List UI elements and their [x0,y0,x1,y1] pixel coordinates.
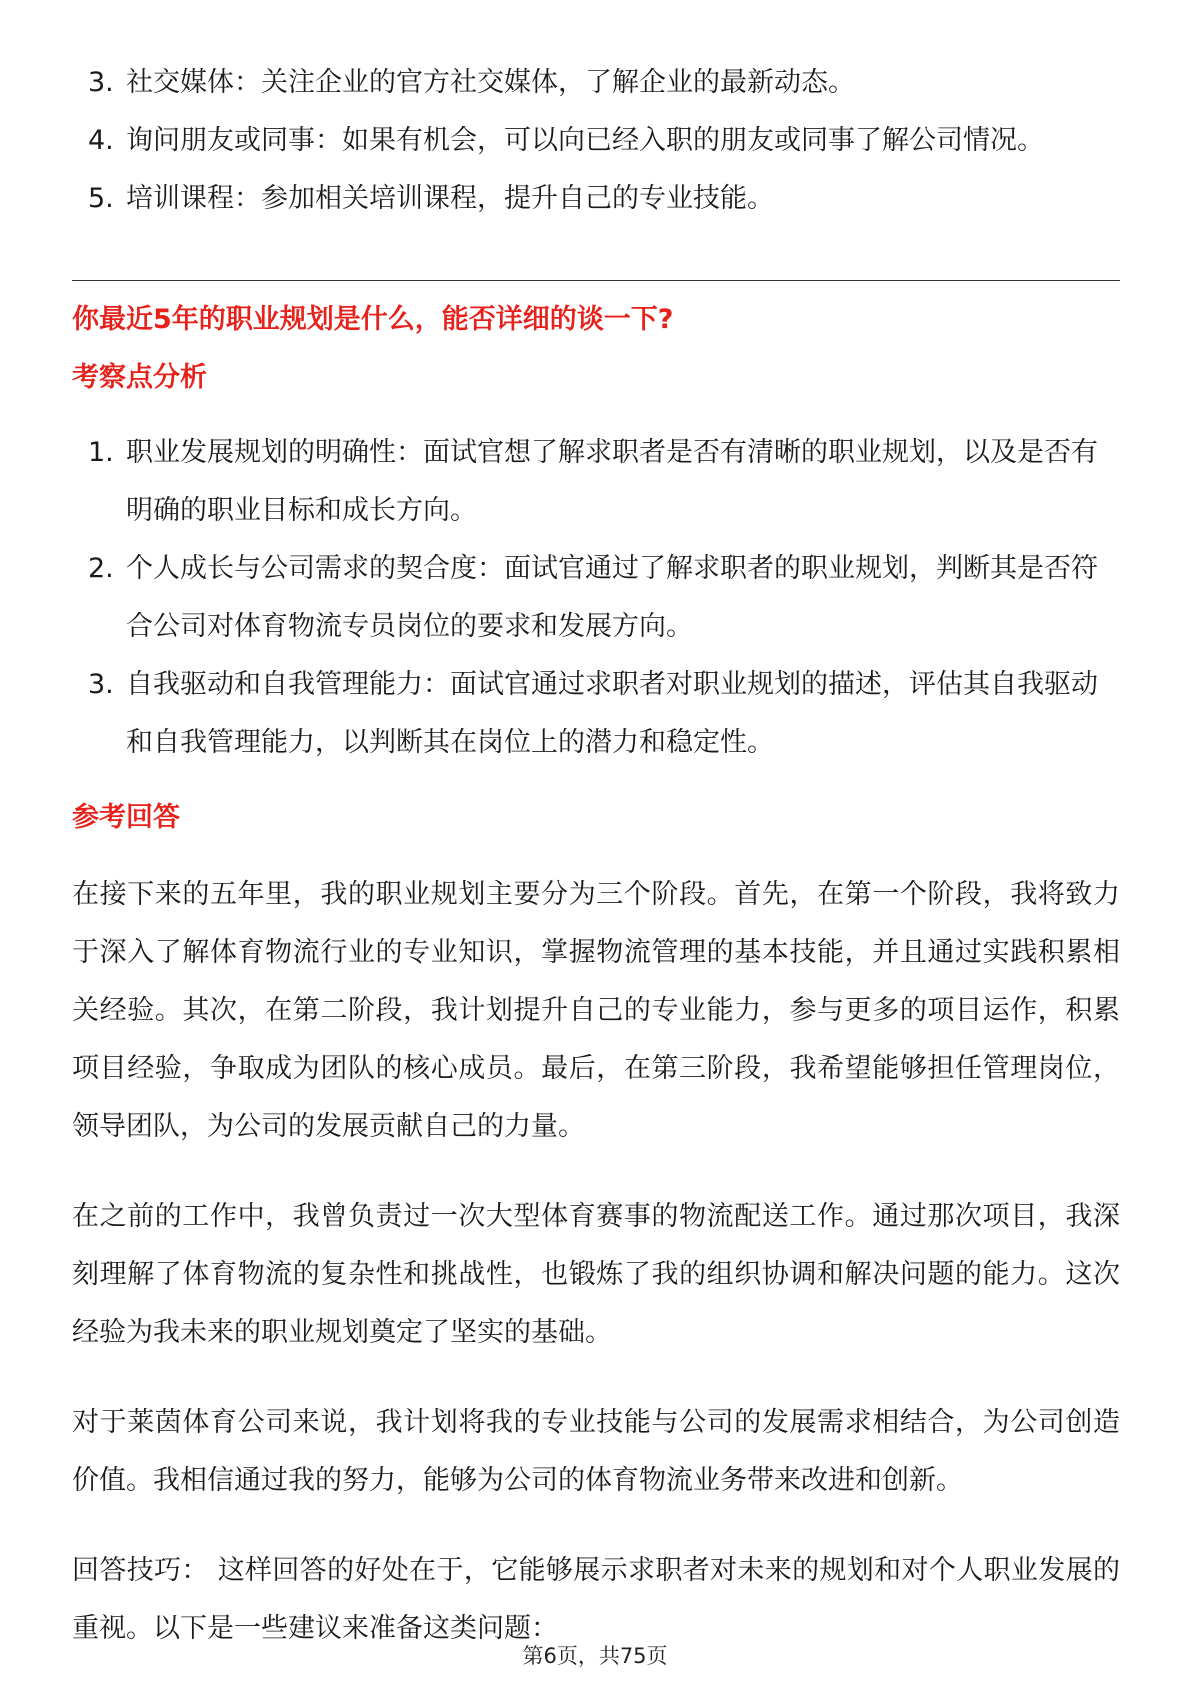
list-item [78,656,1118,772]
list-number: 4. [88,125,114,156]
answer-paragraph: 在接下来的五年里，我的职业规划主要分为三个阶段。首先，在第一个阶段，我将致力于深入了解体育物流行业的专业知识，掌握物流管理的基本技能，并且通过实践积累相关经验。其次，在第二阶段，我计划提升自己的专业能力，参与更多的项目运作，积累项目经验，争取成为团队的核心成员。最后，在第三阶段，我希望能够担任管理岗位，领导团队，为公司的发展贡献自己的力量。 [72,879,1120,1142]
list-item-text: 职业发展规划的明确性：面试官想了解求职者是否有清晰的职业规划，以及是否有明确的职业目标和成长方向。 [126,437,1098,526]
list-item [78,112,1118,170]
list-item-text: 个人成长与公司需求的契合度：面试官通过了解求职者的职业规划，判断其是否符合公司对体育物流专员岗位的要求和发展方向。 [126,553,1098,642]
page-number: 第6页，共75页 [522,1644,668,1668]
list-item [78,170,1118,228]
list-item [78,54,1118,112]
answer-paragraph: 对于莱茵体育公司来说，我计划将我的专业技能与公司的发展需求相结合，为公司创造价值。我相信通过我的努力，能够为公司的体育物流业务带来改进和创新。 [72,1407,1120,1496]
question-title: 你最近5年的职业规划是什么，能否详细的谈一下? [72,304,674,335]
tips-paragraph: 回答技巧： 这样回答的好处在于，它能够展示求职者对未来的规划和对个人职业发展的重视。以下是一些建议来准备这类问题： [72,1555,1120,1644]
analysis-heading: 考察点分析 [72,362,207,393]
list-number: 1. [88,437,114,468]
list-item-text: 培训课程：参加相关培训课程，提升自己的专业技能。 [126,183,774,214]
list-number: 3. [88,669,114,700]
answer-heading: 参考回答 [72,802,180,833]
list-number: 5. [88,183,114,214]
continued-list [78,54,1118,228]
analysis-list [78,424,1118,772]
list-item-text: 社交媒体：关注企业的官方社交媒体，了解企业的最新动态。 [126,67,855,98]
list-item [78,540,1118,656]
section-divider [72,280,1120,281]
list-item-text: 自我驱动和自我管理能力：面试官通过求职者对职业规划的描述，评估其自我驱动和自我管理能力，以判断其在岗位上的潜力和稳定性。 [126,669,1098,758]
list-number: 2. [88,553,114,584]
answer-paragraph: 在之前的工作中，我曾负责过一次大型体育赛事的物流配送工作。通过那次项目，我深刻理解了体育物流的复杂性和挑战性，也锻炼了我的组织协调和解决问题的能力。这次经验为我未来的职业规划奠定了坚实的基础。 [72,1201,1120,1348]
list-item-text: 询问朋友或同事：如果有机会，可以向已经入职的朋友或同事了解公司情况。 [126,125,1044,156]
list-item [78,424,1118,540]
list-number: 3. [88,67,114,98]
